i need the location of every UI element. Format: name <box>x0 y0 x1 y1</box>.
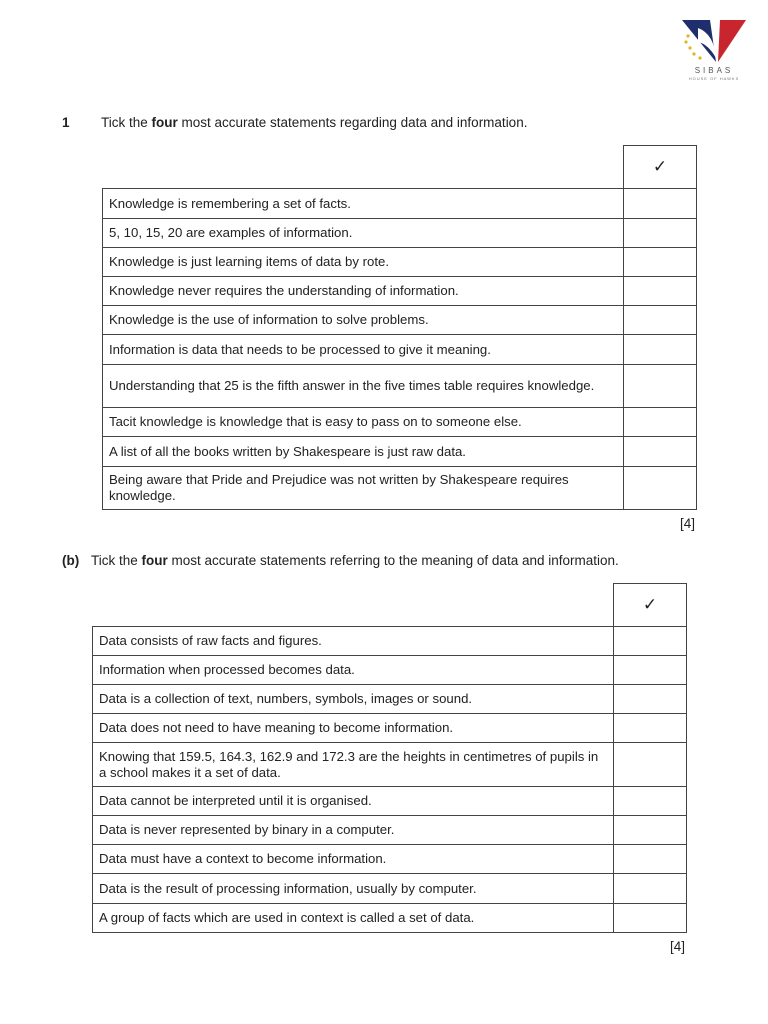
tick-box[interactable] <box>624 437 697 467</box>
statement: A list of all the books written by Shakespeare is just raw data. <box>103 437 624 467</box>
question-1-text: Tick the four most accurate statements regarding data and information. <box>101 115 528 130</box>
tick-box[interactable] <box>614 787 687 816</box>
statement: Knowledge is remembering a set of facts. <box>103 189 624 219</box>
logo-wordmark: SIBAS <box>694 66 734 75</box>
tick-column-header: ✓ <box>614 584 687 627</box>
tick-box[interactable] <box>614 656 687 685</box>
question-1-table <box>102 145 697 510</box>
tick-box[interactable] <box>624 248 697 277</box>
statement: Tacit knowledge is knowledge that is easy to pass on to someone else. <box>103 408 624 437</box>
statement: Information is data that needs to be processed to give it meaning. <box>103 335 624 365</box>
question-b-text: Tick the four most accurate statements referring to the meaning of data and information. <box>91 553 619 568</box>
tick-box[interactable] <box>624 408 697 437</box>
tick-box[interactable] <box>614 714 687 743</box>
tick-box[interactable] <box>614 627 687 656</box>
tick-box[interactable] <box>624 219 697 248</box>
tick-box[interactable] <box>624 189 697 219</box>
statement: 5, 10, 15, 20 are examples of information. <box>103 219 624 248</box>
tick-box[interactable] <box>624 365 697 408</box>
statement: Knowing that 159.5, 164.3, 162.9 and 172.3 are the heights in centimetres of pupils in a school makes it a set of data. <box>93 743 614 787</box>
question-1-marks: [4] <box>680 516 696 531</box>
statement: Understanding that 25 is the fifth answer in the five times table requires knowledge. <box>103 365 624 408</box>
tick-box[interactable] <box>614 845 687 874</box>
statement: Data cannot be interpreted until it is organised. <box>93 787 614 816</box>
statement: A group of facts which are used in context is called a set of data. <box>93 904 614 933</box>
statement: Data does not need to have meaning to become information. <box>93 714 614 743</box>
tick-box[interactable] <box>624 467 697 510</box>
question-b-number: (b) <box>62 553 80 568</box>
statement: Information when processed becomes data. <box>93 656 614 685</box>
question-b-table <box>92 583 687 933</box>
tick-box[interactable] <box>614 685 687 714</box>
logo-tagline: HOUSE OF HAWKS <box>688 76 740 81</box>
question-1-number: 1 <box>62 115 70 130</box>
tick-box[interactable] <box>624 306 697 335</box>
question-b-marks: [4] <box>670 939 686 954</box>
tick-box[interactable] <box>624 277 697 306</box>
tick-box[interactable] <box>614 874 687 904</box>
tick-box[interactable] <box>624 335 697 365</box>
tick-box[interactable] <box>614 743 687 787</box>
tick-column-header: ✓ <box>624 146 697 189</box>
statement: Data must have a context to become information. <box>93 845 614 874</box>
tick-box[interactable] <box>614 816 687 845</box>
statement: Data consists of raw facts and figures. <box>93 627 614 656</box>
statement: Being aware that Pride and Prejudice was not written by Shakespeare requires knowledge. <box>103 467 624 510</box>
tick-box[interactable] <box>614 904 687 933</box>
statement: Data is never represented by binary in a computer. <box>93 816 614 845</box>
statement: Knowledge is just learning items of data by rote. <box>103 248 624 277</box>
statement: Data is a collection of text, numbers, symbols, images or sound. <box>93 685 614 714</box>
statement: Knowledge never requires the understanding of information. <box>103 277 624 306</box>
statement: Knowledge is the use of information to solve problems. <box>103 306 624 335</box>
statement: Data is the result of processing information, usually by computer. <box>93 874 614 904</box>
